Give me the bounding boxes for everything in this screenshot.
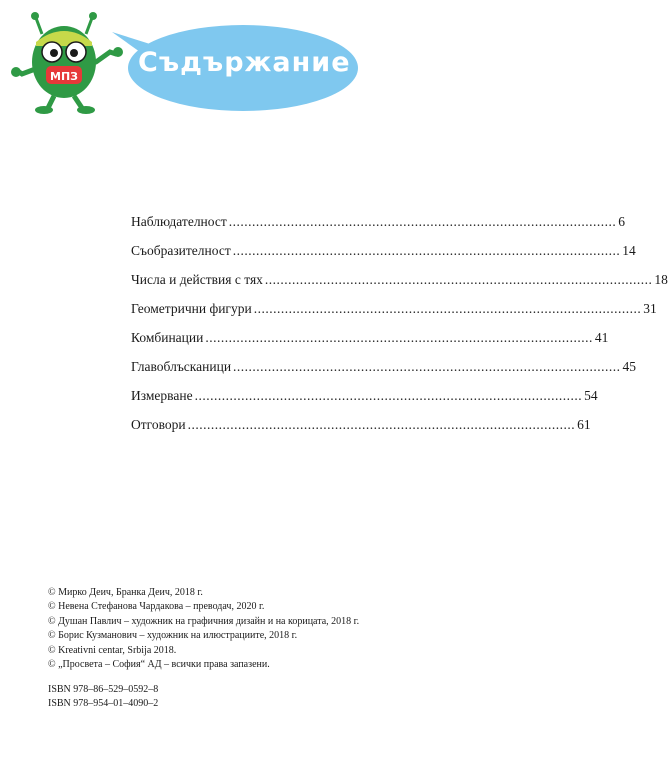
toc-leader: .................................................................................................... bbox=[228, 214, 617, 229]
robot-mascot-icon bbox=[11, 12, 123, 114]
copyright-line: © Борис Кузманович – художник на илюстрациите, 2018 г. bbox=[48, 630, 298, 642]
toc-item-page: 61 bbox=[577, 417, 591, 432]
toc-item-label: Числа и действия с тях bbox=[131, 272, 263, 287]
toc-leader: .................................................................................................... bbox=[205, 330, 593, 345]
toc-item[interactable] bbox=[131, 236, 636, 265]
toc-item-label: Измерване bbox=[131, 388, 193, 403]
toc-item-page: 14 bbox=[622, 243, 636, 258]
toc-leader: .................................................................................................... bbox=[233, 359, 621, 374]
copyright-line: © Мирко Деич, Бранка Деич, 2018 г. bbox=[48, 587, 203, 598]
copyright-line: © Kreativni centar, Srbija 2018. bbox=[48, 644, 177, 656]
toc-item[interactable] bbox=[131, 323, 609, 352]
toc-item-page: 54 bbox=[584, 388, 598, 403]
table-of-contents bbox=[131, 207, 668, 439]
copyright-line: © Душан Павлич – художник на графичния дизайн и на корицата, 2018 г. bbox=[48, 615, 360, 627]
toc-item-page: 18 bbox=[654, 272, 668, 287]
toc-item-label: Главоблъсканици bbox=[131, 359, 232, 374]
toc-leader: .................................................................................................... bbox=[264, 272, 653, 287]
toc-leader: .................................................................................................... bbox=[232, 243, 621, 258]
toc-item[interactable] bbox=[131, 410, 591, 439]
mascot-badge-label: МПЗ bbox=[50, 70, 78, 83]
header bbox=[0, 0, 600, 130]
copyright-block bbox=[48, 586, 359, 672]
isbn-line: ISBN 978–86–529–0592–8 bbox=[48, 684, 159, 695]
toc-item[interactable] bbox=[131, 207, 626, 236]
toc-item-page: 45 bbox=[622, 359, 637, 374]
toc-item-label: Геометрични фигури bbox=[131, 301, 252, 316]
toc-leader: .................................................................................................... bbox=[253, 301, 642, 316]
copyright-line: © Невена Стефанова Чардакова – преводач, 2020 г. bbox=[48, 601, 265, 613]
toc-item[interactable] bbox=[131, 294, 657, 323]
toc-item[interactable] bbox=[131, 265, 668, 294]
toc-item-label: Наблюдателност bbox=[131, 214, 227, 229]
toc-item[interactable] bbox=[131, 381, 598, 410]
toc-item-label: Отговори bbox=[131, 417, 186, 432]
toc-item-page: 31 bbox=[643, 301, 657, 316]
toc-item[interactable] bbox=[131, 352, 637, 381]
isbn-block bbox=[48, 683, 158, 712]
toc-item-label: Комбинации bbox=[131, 330, 204, 345]
toc-item-page: 6 bbox=[618, 214, 626, 229]
toc-leader: .................................................................................................... bbox=[187, 417, 576, 432]
toc-leader: .................................................................................................... bbox=[194, 388, 583, 403]
isbn-line: ISBN 978–954–01–4090–2 bbox=[48, 698, 159, 710]
toc-item-page: 41 bbox=[594, 330, 609, 345]
toc-item-label: Съобразителност bbox=[131, 243, 231, 258]
copyright-line: © „Просвета – София“ АД – всички права запазени. bbox=[48, 659, 270, 671]
page-title: Съдържание bbox=[138, 47, 351, 78]
